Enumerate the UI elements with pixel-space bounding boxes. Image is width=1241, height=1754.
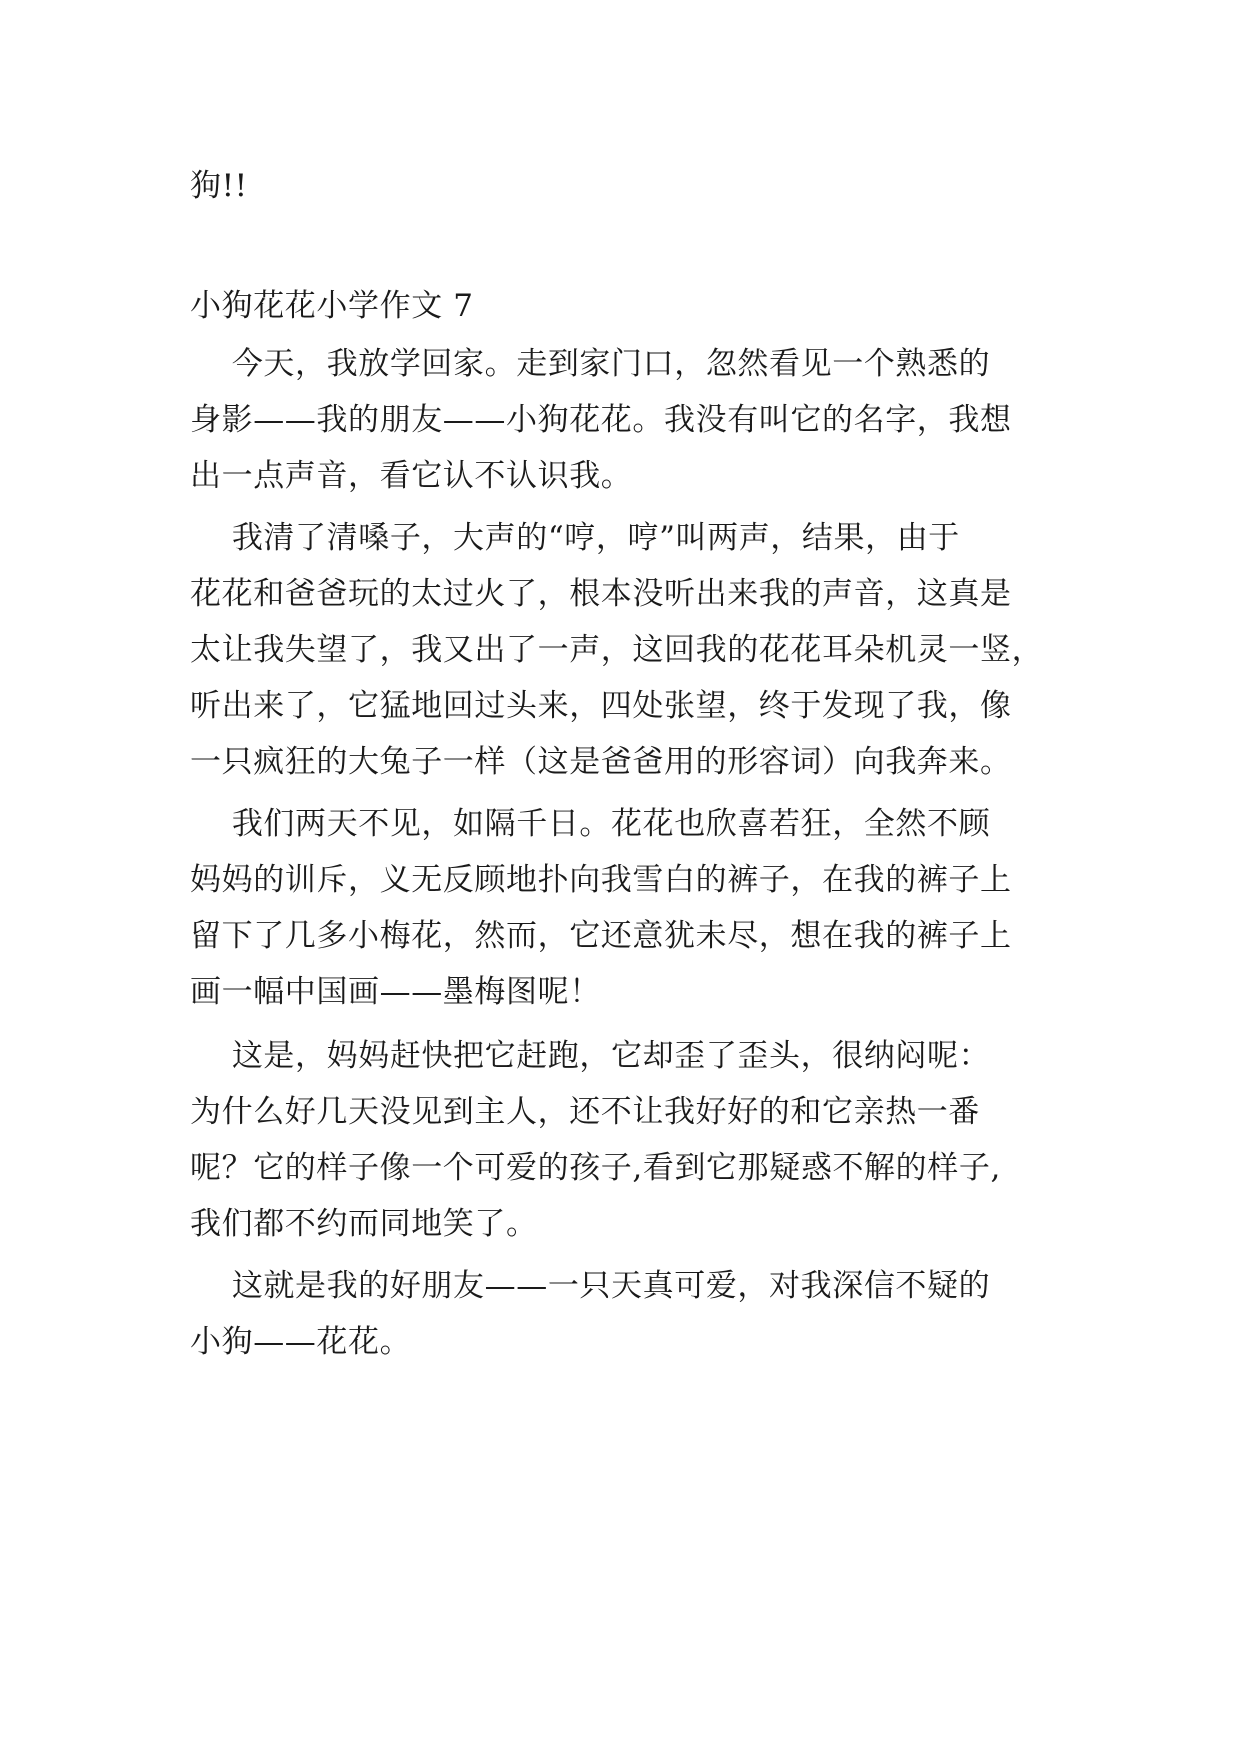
paragraph-3-line-2: 妈妈的训斥，义无反顾地扑向我雪白的裤子，在我的裤子上: [190, 862, 1012, 898]
paragraph-4-line-4: 我们都不约而同地笑了。: [190, 1206, 538, 1242]
paragraph-3-line-1: 我们两天不见，如隔千日。花花也欣喜若狂，全然不顾: [190, 806, 991, 842]
paragraph-1-line-1: 今天，我放学回家。走到家门口，忽然看见一个熟悉的: [190, 346, 991, 382]
paragraph-5-line-1: 这就是我的好朋友——一只天真可爱，对我深信不疑的: [190, 1268, 991, 1304]
paragraph-2-line-2: 花花和爸爸玩的太过火了，根本没听出来我的声音，这真是: [190, 576, 1012, 612]
paragraph-5-line-2: 小狗——花花。: [190, 1324, 412, 1360]
paragraph-4-line-1: 这是，妈妈赶快把它赶跑，它却歪了歪头，很纳闷呢：: [190, 1038, 991, 1074]
essay-title: 小狗花花小学作文 7: [190, 288, 474, 324]
paragraph-4-line-2: 为什么好几天没见到主人，还不让我好好的和它亲热一番: [190, 1094, 980, 1130]
paragraph-3-line-4: 画一幅中国画——墨梅图呢！: [190, 974, 601, 1010]
paragraph-4-line-3: 呢？它的样子像一个可爱的孩子,看到它那疑惑不解的样子,: [190, 1150, 1001, 1186]
paragraph-1-line-3: 出一点声音，看它认不认识我。: [190, 458, 633, 494]
paragraph-2-line-4: 听出来了，它猛地回过头来，四处张望，终于发现了我，像: [190, 688, 1012, 724]
carry-over-text: 狗!!: [190, 168, 248, 204]
paragraph-3-line-3: 留下了几多小梅花，然而，它还意犹未尽，想在我的裤子上: [190, 918, 1012, 954]
paragraph-2-line-5: 一只疯狂的大兔子一样（这是爸爸用的形容词）向我奔来。: [190, 744, 1012, 780]
paragraph-2-line-3: 太让我失望了，我又出了一声，这回我的花花耳朵机灵一竖，: [190, 632, 1044, 668]
paragraph-1-line-2: 身影——我的朋友——小狗花花。我没有叫它的名字，我想: [190, 402, 1012, 438]
paragraph-2-line-1: 我清了清嗓子，大声的“哼，哼”叫两声，结果，由于: [190, 520, 960, 556]
